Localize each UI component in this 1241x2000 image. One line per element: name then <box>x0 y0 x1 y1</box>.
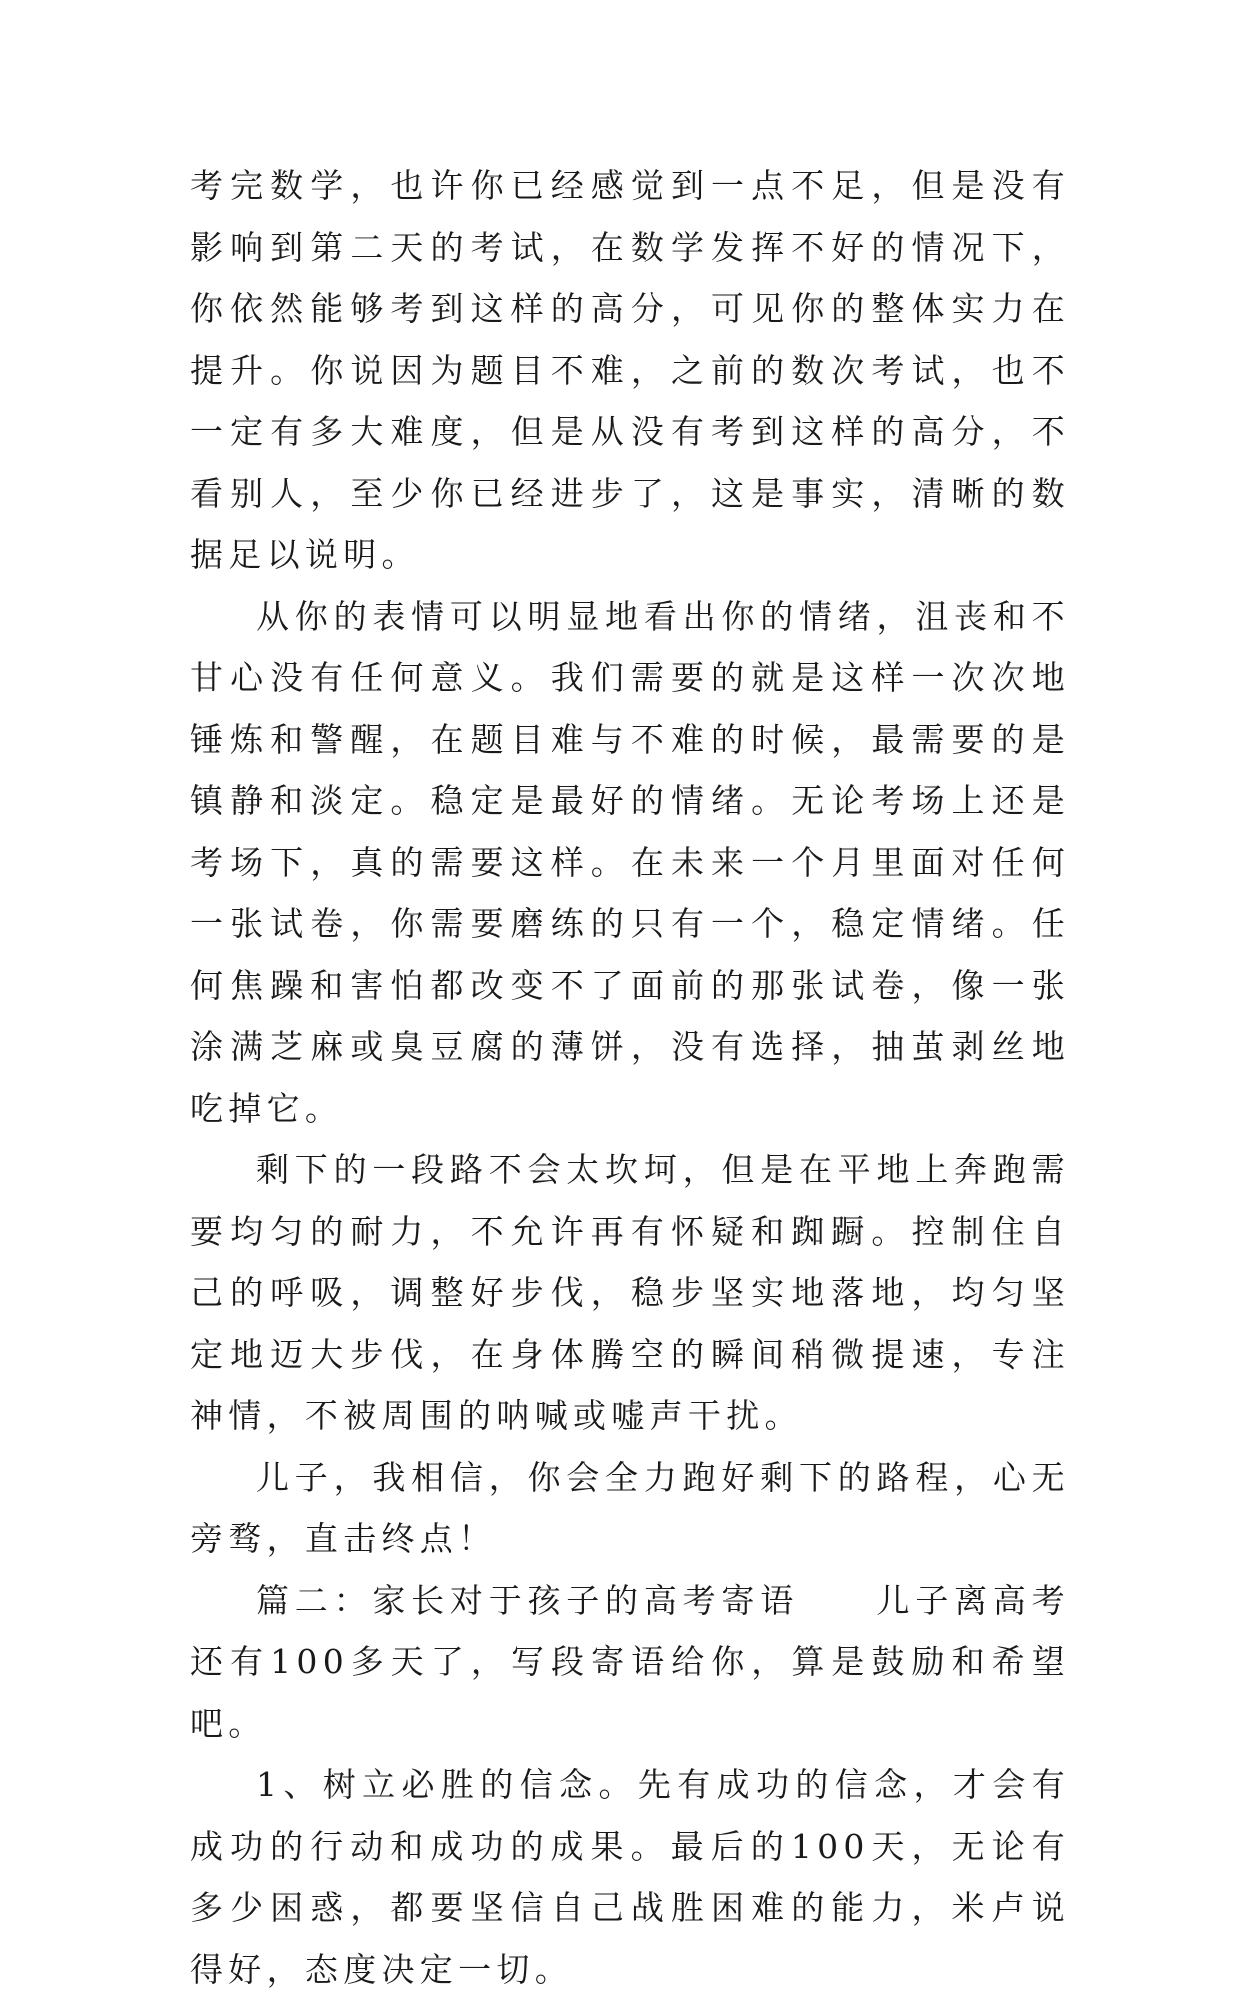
paragraph-belief: 儿子，我相信，你会全力跑好剩下的路程，心无旁骛，直击终点！ <box>190 1457 1070 1558</box>
paragraph-section-two-heading: 篇二：家长对于孩子的高考寄语 儿子离高考还有100多天了，写段寄语给你，算是鼓励和希望吧。 <box>190 1580 1070 1743</box>
paragraph-item-one: 1、树立必胜的信念。先有成功的信念，才会有成功的行动和成功的成果。最后的100天，无论有多少困惑，都要坚信自己战胜困难的能力，米卢说得好，态度决定一切。 <box>190 1765 1070 1989</box>
paragraph-exam-math: 考完数学，也许你已经感觉到一点不足，但是没有影响到第二天的考试，在数学发挥不好的情况下，你依然能够考到这样的高分，可见你的整体实力在提升。你说因为题目不难，之前的数次考试，也不一定有多大难度，但是从没有考到这样的高分，不看别人，至少你已经进步了，这是事实，清晰的数据足以说明。 <box>190 166 1070 574</box>
paragraph-emotion: 从你的表情可以明显地看出你的情绪，沮丧和不甘心没有任何意义。我们需要的就是这样一次次地锤炼和警醒，在题目难与不难的时候，最需要的是镇静和淡定。稳定是最好的情绪。无论考场上还是考场下，真的需要这样。在未来一个月里面对任何一张试卷，你需要磨练的只有一个，稳定情绪。任何焦躁和害怕都改变不了面前的那张试卷，像一张涂满芝麻或臭豆腐的薄饼，没有选择，抽茧剥丝地吃掉它。 <box>190 596 1070 1128</box>
document-body <box>190 155 1070 2000</box>
paragraph-road-ahead: 剩下的一段路不会太坎坷，但是在平地上奔跑需要均匀的耐力，不允许再有怀疑和踟蹰。控制住自己的呼吸，调整好步伐，稳步坚实地落地，均匀坚定地迈大步伐，在身体腾空的瞬间稍微提速，专注神情，不被周围的呐喊或嘘声干扰。 <box>190 1150 1070 1435</box>
